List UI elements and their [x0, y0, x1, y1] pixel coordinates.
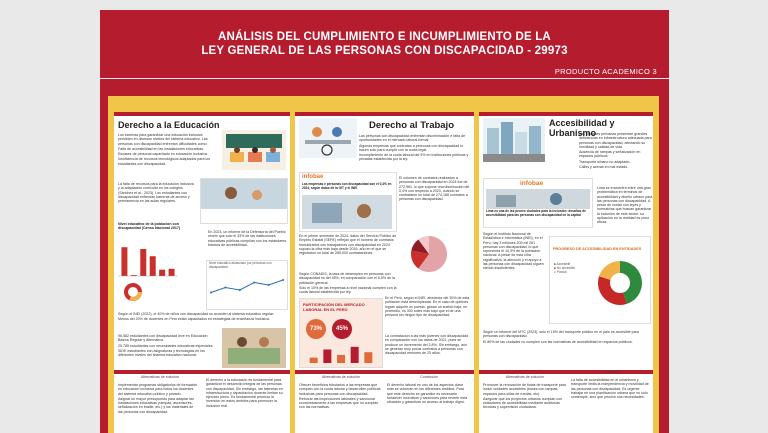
- work-bullet: Algunas empresas que contratan a personas con discapacidad lo hacen solo para cumplir con la cuota legal.: [359, 143, 464, 152]
- work-column: [295, 112, 474, 433]
- work-heading: Derecho al Trabajo: [369, 120, 455, 131]
- education-conc-heading: Conclusión: [239, 370, 257, 374]
- access-bullet: Ausencia de rampas y señalización en espacios públicos.: [579, 150, 641, 159]
- education-conclusion: El derecho a la educación es fundamental para garantizar el desarrollo integral de las personas con discapacidad. Sin embargo, las falencias en infraestructura y capacitación docente limitan su ejercicio pleno. Es fundamental priorizar la inversión en estos ámbitos para promover la inclusión real.: [206, 378, 283, 408]
- education-intro: Los barreras para garantizar una educación inclusiva persisten en diversos niveles del sistema educativo. Las personas con discapacidad enfrentan dificultades como:: [118, 133, 208, 146]
- work-conclusion: El derecho laboral es uno de los aspectos clave más se vulneran en los diferentes ámbitos. Para que este derecho se garantice es necesario fortalecer incentivos y sanciones para revertir esta situación y garantizar un acceso al trabajo digno.: [387, 383, 468, 405]
- education-bullet: Escasez de personal capacitado en educación inclusiva.: [118, 152, 208, 157]
- title-line-2: LEY GENERAL DE LAS PERSONAS CON DISCAPACIDAD - 29973: [201, 45, 568, 57]
- access-bullet: Las ciudades peruanas presentan grandes deficiencias en infraestructura adecuada para personas con discapacidad, afectando su movilidad y calidad de vida.: [579, 132, 652, 149]
- access-bullet: Calles y aceras en mal estado.: [579, 165, 629, 170]
- education-chart-title: Nivel educativo de la población con discapacidad (Censo Nacional 2017): [118, 222, 181, 231]
- education-para1: La falta de recursos para la educación inclusiva y la adaptación curricular en los colegios (Sánchez et al., 2023). Los estudiantes con discapacidad enfrentan barreras de acceso y permanencia en las aulas regulares.: [118, 182, 194, 204]
- education-alternative: Implementar programas obligatorios de formación en educación inclusiva para todos los docentes del sistema educativo público y privado.: [118, 383, 198, 396]
- access-para-mid: Según el Instituto Nacional de Estadística e Informática (INEI), en el Perú, hay 3 millones 209 mil 261 personas con discapacidad, lo que representa el 10,3% de la población nacional. A pesar de esta cifra significativa, la atención y el apoyo a las personas con discapacidad siguen siendo insuficientes.: [483, 232, 544, 271]
- education-bullets2: [118, 312, 284, 323]
- poster-title: [100, 30, 669, 58]
- work-bar-2: [337, 355, 345, 363]
- access-para-right: Lima se encuentra entre una gran problemática en términos de accesibilidad y diseño urbano para las personas con discapacidad. A pesar de contar con leyes y normativas que buscan garantizar la inclusión de este sector, su aplicación en la realidad es poco eficaz.: [597, 186, 653, 225]
- education-alternatives: [118, 383, 198, 415]
- work-kpi-2: 45%: [332, 319, 352, 339]
- education-top-band: [114, 112, 290, 116]
- edu-bar-4: [159, 270, 165, 276]
- education-line-chart-caption: Nivel educativo alcanzado por personas con discapacidad: [209, 261, 272, 269]
- work-alternatives: [299, 383, 381, 411]
- poster-subtitle: PRODUCTO ACADEMICO 3: [554, 67, 657, 76]
- education-news-card: [200, 178, 288, 224]
- education-photo: [222, 328, 286, 368]
- education-heading: Derecho a la Educación: [118, 120, 220, 130]
- content-board: [108, 96, 659, 433]
- access-conclusion: La falta de accesibilidad en el urbanismo y transporte limita la independencia y movilidad de las personas con discapacidad. Es urgente trabajar en una planificación urbana que no solo contemple, sino que priorice sus necesidades.: [571, 378, 649, 400]
- work-mid-band: [295, 370, 474, 374]
- edu-bar-3: [150, 256, 156, 276]
- work-bar-4: [364, 352, 372, 363]
- education-line-chart-card: [206, 260, 288, 310]
- edu-bar-5: [169, 269, 175, 276]
- access-column: [479, 112, 653, 433]
- work-chart-title: PARTICIPACIÓN DEL MERCADO LABORAL EN EL PERÚ: [303, 302, 365, 312]
- edu-line-point-2: [239, 289, 241, 291]
- title-line-1: ANÁLISIS DEL CUMPLIMIENTO E INCUMPLIMIENTO DE LA: [218, 31, 551, 43]
- education-mini-donut: [122, 282, 144, 302]
- work-bullets: [359, 134, 471, 163]
- title-rule: [100, 78, 669, 79]
- edu-line-point-0: [210, 292, 212, 294]
- work-infobae-logo: infobae: [302, 174, 324, 180]
- access-alt-heading: Alternativas de solución: [506, 375, 544, 379]
- access-bullets: [579, 132, 653, 170]
- edu-bar-2: [140, 249, 146, 276]
- education-stats: [118, 334, 218, 358]
- city-illustration: [483, 118, 545, 162]
- access-top-band: [479, 112, 653, 116]
- work-bar-0: [310, 358, 318, 363]
- edu-line-point-5: [282, 279, 284, 281]
- work-news-photo: [302, 195, 392, 229]
- access-alternatives: [483, 383, 567, 411]
- work-para4: La contratación a las más jóvenes con discapacidad es comparación con los datos de 2021, pues se produce un incremento del 2,8%. Sin embargo, aún se generan muy pocos contratos a personas con discapacidad menores de 25 años.: [385, 334, 469, 356]
- work-news-caption: Las empresas e personas con discapacidad son el 0,4% en 2024, según datos de la OIT y el INEI: [302, 182, 392, 190]
- education-bar-chart: [118, 236, 178, 280]
- access-news-photo: [486, 189, 590, 209]
- access-infobae-logo: infobae: [520, 180, 544, 187]
- access-bullet2: El 80% de las ciudades no cumplen con las normativas de accesibilidad en espacios públicos.: [483, 339, 633, 344]
- access-donut-slice-2: [599, 261, 620, 280]
- poster: [100, 10, 669, 433]
- access-alternative: Asegurar que los proyectos urbanos cumplan con estándares de accesibilidad mediante auditorías técnicas y supervisión ciudadana.: [483, 396, 563, 410]
- work-news-card: [299, 172, 397, 232]
- work-bar-1: [323, 350, 331, 364]
- education-line-chart: [209, 271, 285, 307]
- work-bullet: Las personas con discapacidad enfrentan discriminación e falta de oportunidades en el mercado laboral formal.: [359, 134, 466, 143]
- work-pie-chart: [403, 230, 469, 278]
- legend-partial: ■ Parcial: [554, 269, 567, 274]
- access-alternative: Promover la renovación de flotas de transporte para incluir unidades accesibles (buses con rampas, espacios para sillas de ruedas, etc).: [483, 383, 566, 396]
- access-chart-card: [549, 236, 651, 324]
- work-labor-chart-card: [299, 298, 383, 368]
- work-bar-3: [351, 347, 359, 363]
- education-stat: 25,785 estudiantes con necesidades educativas especiales.: [118, 343, 214, 348]
- access-conc-heading: Conclusión: [602, 370, 620, 374]
- work-alternative: Reforzar las inspecciones laborales y sancionar económicamente a las empresas que no cumplan con las normativas.: [299, 396, 379, 410]
- education-stat: 96,582 estudiantes con discapacidad leve en Educación Básica Regular y Alternativa.: [118, 334, 208, 343]
- access-heading: Accesibilidad y Urbanismo: [549, 118, 615, 138]
- work-illustration: [299, 118, 357, 158]
- education-stat: SIDE estudiantes con asignaturas y tecnologías en los diferentes niveles del sistema educativo nacional.: [118, 348, 205, 358]
- edu-line-point-1: [224, 287, 226, 289]
- access-legend: [554, 263, 594, 274]
- education-news-photo: [201, 179, 287, 209]
- education-bullet: Falta de accesibilidad en las instalaciones educativas.: [118, 146, 205, 151]
- access-news-caption: Lima es una de las peores ciudades para la inclusión: desafíos de accesibilidad para las personas con discapacidad en la capital: [486, 209, 586, 217]
- access-news-card: [483, 178, 593, 228]
- access-chart-header: PROGRESO DE ACCESIBILIDAD EN ENTIDADES: [553, 247, 642, 251]
- work-top-band: [295, 112, 474, 116]
- work-para-mid: En el primer semestre de 2024, datos del Servicio Público de Empleo Estatal (SEPE) reflejan que el número de contratos formalizados con trabajadores con discapacidad en 2024 supuso la cifra más baja desde 2016, año en el que se registraron un total de 285,000 contrataciones.: [299, 234, 397, 256]
- work-alternative: Ofrecer beneficios tributarios a las empresas que cumplan con la cuota laboral y desarrollen políticas inclusivas para personas con discapacidad.: [299, 383, 381, 396]
- classroom-illustration: [222, 130, 286, 170]
- education-column: [114, 112, 290, 433]
- edu-line-point-3: [253, 282, 255, 284]
- work-bullet2: Solo el 10% de las empresas a nivel nacional cumplen con la cuota laboral establecida por ley.: [299, 285, 397, 295]
- access-bullet2: Según un informe del MTC (2023), solo el 15% del transporte público en el país es accesible para personas con discapacidad.: [483, 330, 639, 339]
- education-alt-heading: Alternativas de solución: [141, 375, 179, 379]
- edu-bar-0: [121, 247, 127, 276]
- work-bullet: Incumplimiento de la cuota laboral del 5% en instituciones públicas y privadas establecida por la ley.: [359, 153, 469, 162]
- education-alternative: Asignar un mayor presupuesto para adaptar las instalaciones educativas (rampas, ascensores, señalización en braille, etc.) y los materiales de las personas con discapacidad.: [118, 396, 194, 414]
- work-para3: En el Perú, según el INEI, alrededor del 30% de esta población está desempleada. En el caso de quienes logran adquirir un puesto, ganan un sueldo bajo; en promedio, es 300 soles más bajo que el de una persona sin ningún tipo de discapacidad.: [385, 296, 470, 318]
- work-alt-heading: Alternativas de solución: [322, 375, 360, 379]
- access-bullets2: [483, 330, 651, 345]
- legend-not-accessible: ■ No accesible: [554, 265, 576, 270]
- education-bullet2: Menos del 20% de docentes en Perú están capacitados en estrategias de enseñanza inclusiva.: [118, 317, 270, 322]
- education-bullet: Insuficiencia de recursos tecnológicos adaptados para los estudiantes con discapacidad.: [118, 157, 211, 166]
- work-bullets2: [299, 272, 399, 295]
- education-para2: En 2023, un informe de la Defensoría del Pueblo reveló que solo el 33% de las instituciones educativas públicas cumplían con los estándares básicos de accesibilidad.: [208, 230, 287, 247]
- edu-line-point-4: [268, 284, 270, 286]
- work-labor-bar-chart: [304, 343, 378, 365]
- work-kpi-1: 73%: [306, 319, 326, 339]
- education-bullet2: Según el INEI (2022), el 40% de niños con discapacidad no acceden al sistema educativo regular.: [118, 312, 275, 316]
- education-intro-block: [118, 133, 218, 167]
- access-bullet: Transporte urbano no adaptado.: [579, 159, 631, 164]
- work-para-right: El volumen de contratos realizados a personas con discapacidad en 2024 fue de 272,981, lo que supone una disminución del 0,4% con respecto a 2023, cuando se contrataron un total de 274,168 contratos a personas con discapacidad.: [399, 176, 470, 202]
- access-donut-slice-1: [598, 276, 627, 305]
- work-conc-heading: Conclusión: [420, 375, 438, 379]
- legend-accessible: ■ Accesible: [554, 262, 571, 266]
- work-bullet2: Según CONADIS, la tasa de desempleo en personas con discapacidad es del 45%, en comparación con el 6,5% de la población general.: [299, 272, 395, 285]
